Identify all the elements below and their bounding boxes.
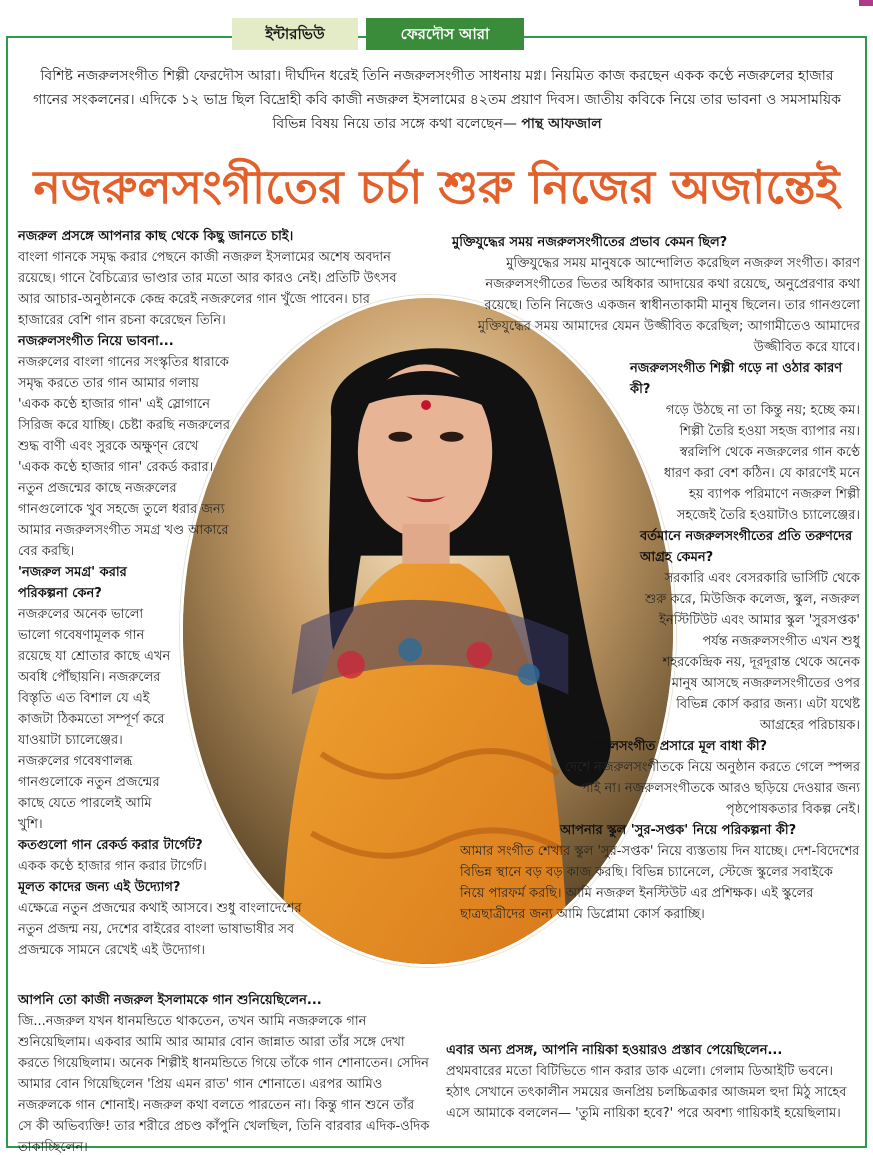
left-column	[18, 226, 408, 961]
answer: এক্ষেত্রে নতুন প্রজন্মের কথাই আসবে। শুধু বাংলাদেশের নতুন প্রজন্ম নয়, দেশের বাইরের বাংলা ভাষাভাষীর সব প্রজন্মকে সামনে রেখেই এই উদ্যোগ।	[18, 901, 302, 958]
answer: একক কণ্ঠে হাজার গান করার টার্গেট।	[18, 859, 207, 874]
question: 'নজরুল সমগ্র' করার পরিকল্পনা কেন?	[18, 565, 127, 601]
question: নজরুল প্রসঙ্গে আপনার কাছ থেকে কিছু জানতে চাই।	[18, 229, 294, 244]
question: আপনার স্কুল 'সুর-সপ্তক' নিয়ে পরিকল্পনা কী?	[560, 823, 797, 838]
question: এবার অন্য প্রসঙ্গ, আপনি নায়িকা হওয়ারও প্রস্তাব পেয়েছিলেন...	[446, 1043, 783, 1058]
question: নজরুলসংগীত প্রসারে মূল বাধা কী?	[580, 739, 768, 754]
bottom-left-block	[18, 990, 430, 1155]
corner-accent	[859, 0, 873, 6]
qa-block-7	[446, 358, 860, 526]
question: বর্তমানে নজরুলসংগীতের প্রতি তরুণদের আগ্রহ কেমন?	[640, 529, 853, 565]
question: মুক্তিযুদ্ধের সময় নজরুলসংগীতের প্রভাব কেমন ছিল?	[452, 235, 728, 250]
answer: বাংলা গানকে সমৃদ্ধ করার পেছনে কাজী নজরুল ইসলামের অশেষ অবদান রয়েছে। গানে বৈচিত্র্যের ভাণ্ডার তার মতো আর কারও নেই। প্রতিটি উৎসব আর আচার-অনুষ্ঠানকে কেন্দ্র করেই নজরুলের গান খুঁজে পাবেন। চার হাজারের বেশি গান রচনা করেছেন তিনি।	[18, 250, 397, 328]
question: নজরুলসংগীত নিয়ে ভাবনা...	[18, 334, 174, 349]
qa-block-4	[18, 835, 408, 877]
answer: প্রথমবারের মতো বিটিভিতে গান করার ডাক এলো। গেলাম ডিআইটি ভবনে। হঠাৎ সেখানে তৎকালীন সময়ের জনপ্রিয় চলচ্চিত্রকার আজমল হুদা মিঠু সাহেব এসে আমাকে বললেন— 'তুমি নায়িকা হবে?' পরে অবশ্য গায়িকাই হয়েছিলাম।	[446, 1064, 847, 1121]
answer: নজরুলের অনেক ভালো ভালো গবেষণামূলক গান রয়েছে যা শ্রোতার কাছে এখন অবধি পৌঁছায়নি। নজরুলের বিস্তৃতি এত বিশাল যে এই কাজটা ঠিকমতো সম্পূর্ণ করে যাওয়াটা চ্যালেঞ্জের। নজরুলের গবেষণালব্ধ গানগুলোকে নতুন প্রজন্মের কাছে যেতে পারলেই আমি খুশি।	[18, 607, 171, 832]
question: মূলত কাদের জন্য এই উদ্যোগ?	[18, 880, 181, 895]
intro-paragraph	[26, 64, 848, 136]
answer: গড়ে উঠছে না তা কিন্তু নয়; হচ্ছে কম। শিল্পী তৈরি হওয়া সহজ ব্যাপার নয়। স্বরলিপি থেকে নজরুলের গান কণ্ঠে ধারণ করা বেশ কঠিন। যে কারণেই মনে হয় ব্যাপক পরিমাণে নজরুল শিল্পী সহজেই তৈরি হওয়াটাও চ্যালেঞ্জের।	[663, 403, 860, 523]
answer: দেশে নজরুলসংগীতকে নিয়ে অনুষ্ঠান করতে গেলে স্পন্সর পাই না। নজরুলসংগীতকে আরও ছড়িয়ে দেওয়ার জন্য পৃষ্ঠপোষকতার বিকল্প নেই।	[565, 760, 860, 817]
qa-block-3	[18, 562, 408, 835]
qa-block-8	[446, 526, 860, 736]
answer: আমার সংগীত শেখার স্কুল 'সুর-সপ্তক' নিয়ে ব্যস্ততায় দিন যাচ্ছে। দেশ-বিদেশের বিভিন্ন স্থানে বড় বড় কাজ করছি। বিভিন্ন চ্যানেলে, স্টেজে স্কুলের সবাইকে নিয়ে পারফর্ম করছি। আমি নজরুল ইনস্টিউট এর প্রশিক্ষক। এই স্কুলের ছাত্রছাত্রীদের জন্য আমি ডিপ্লোমা কোর্স করাচ্ছি।	[460, 844, 860, 922]
qa-block-5	[18, 877, 408, 961]
answer: মুক্তিযুদ্ধের সময় মানুষকে আন্দোলিত করেছিল নজরুল সংগীত। কারণ নজরুলসংগীতের ভিতর অধিকার আদায়ের কথা রয়েছে, অনুপ্রেরণার কথা রয়েছে। তিনি নিজেও একজন স্বাধীনতাকামী মানুষ ছিলেন। তার গানগুলো মুক্তিযুদ্ধের সময় আমাদের যেমন উজ্জীবিত করেছিল; আগামীতেও আমাদের উজ্জীবিত করে যাবে।	[477, 256, 860, 355]
right-column	[446, 232, 860, 925]
qa-block-6	[446, 232, 860, 358]
section-tag: ইন্টারভিউ	[232, 18, 358, 50]
answer: জি...নজরুল যখন ধানমন্ডিতে থাকতেন, তখন আমি নজরুলকে গান শুনিয়েছিলাম। একবার আমি আর আমার বোন জান্নাত আরা তাঁর সঙ্গে দেখা করতে গিয়েছিলাম। অনেক শিল্পীই ধানমন্ডিতে গিয়ে তাঁকে গান শোনাতেন। সেদিন আমার বোন গিয়েছিলেন 'প্রিয় এমন রাত' গান শোনাতে। এরপর আমিও নজরুলকে গান শোনাই। নজরুল কথা বলতে পারতেন না। কিন্তু গান শুনে তাঁর সে কী অভিব্যক্তি! তার শরীরে প্রচণ্ড কাঁপুনি খেলছিল, তিনি বারবার এদিক-ওদিক তাকাচ্ছিলেন।	[18, 1014, 430, 1155]
qa-block-2	[18, 331, 408, 562]
question: আপনি তো কাজী নজরুল ইসলামকে গান শুনিয়েছিলেন...	[18, 993, 322, 1008]
intro-text: বিশিষ্ট নজরুলসংগীত শিল্পী ফেরদৌস আরা। দীর্ঘদিন ধরেই তিনি নজরুলসংগীত সাধনায় মগ্ন। নিয়মিত কাজ করছেন একক কণ্ঠে নজরুলের হাজার গানের সংকলনের। এদিকে ১২ ভাদ্র ছিল বিদ্রোহী কবি কাজী নজরুল ইসলামের ৪২তম প্রয়াণ দিবস। জাতীয় কবিকে নিয়ে তার ভাবনা ও সমসাময়িক বিভিন্ন বিষয় নিয়ে তার সঙ্গে কথা বলেছেন—	[33, 68, 841, 132]
headline: নজরুলসংগীতের চর্চা শুরু নিজের অজান্তেই	[33, 160, 840, 214]
question: কতগুলো গান রেকর্ড করার টার্গেট?	[18, 838, 203, 853]
qa-block-9	[446, 736, 860, 820]
interviewee-tag: ফেরদৌস আরা	[366, 18, 524, 50]
answer: নজরুলের বাংলা গানের সংস্কৃতির ধারাকে সমৃদ্ধ করতে তার গান আমার গলায় 'একক কণ্ঠে হাজার গান' এই স্লোগানে সিরিজ করে যাচ্ছি। চেষ্টা করছি নজরুলের শুদ্ধ বাণী এবং সুরকে অক্ষুণ্ন রেখে 'একক কণ্ঠে হাজার গান' রেকর্ড করার। নতুন প্রজন্মের কাছে নজরুলের গানগুলোকে খুব সহজে তুলে ধরার জন্য আমার নজরুলসংগীত সমগ্র খণ্ড আকারে বের করছি।	[18, 355, 230, 559]
bottom-right-block	[446, 1040, 860, 1124]
qa-block-1	[18, 226, 408, 331]
answer: সরকারি এবং বেসরকারি ভার্সিটি থেকে শুরু করে, মিউজিক কলেজ, স্কুল, নজরুল ইনস্টিটিউট এবং আমার স্কুল 'সুরসপ্তক' পর্যন্ত নজরুলসংগীত এখন শুধু শহরকেন্দ্রিক নয়, দূরদূরান্ত থেকে অনেক মানুষ আসছে নজরুলসংগীতের ওপর বিভিন্ন কোর্স করার জন্য। এটা যথেষ্ট আগ্রহের পরিচায়ক।	[645, 571, 860, 733]
qa-block-10	[446, 820, 860, 925]
question: নজরুলসংগীত শিল্পী গড়ে না ওঠার কারণ কী?	[630, 361, 843, 397]
byline: পান্থ আফজাল	[521, 116, 602, 132]
